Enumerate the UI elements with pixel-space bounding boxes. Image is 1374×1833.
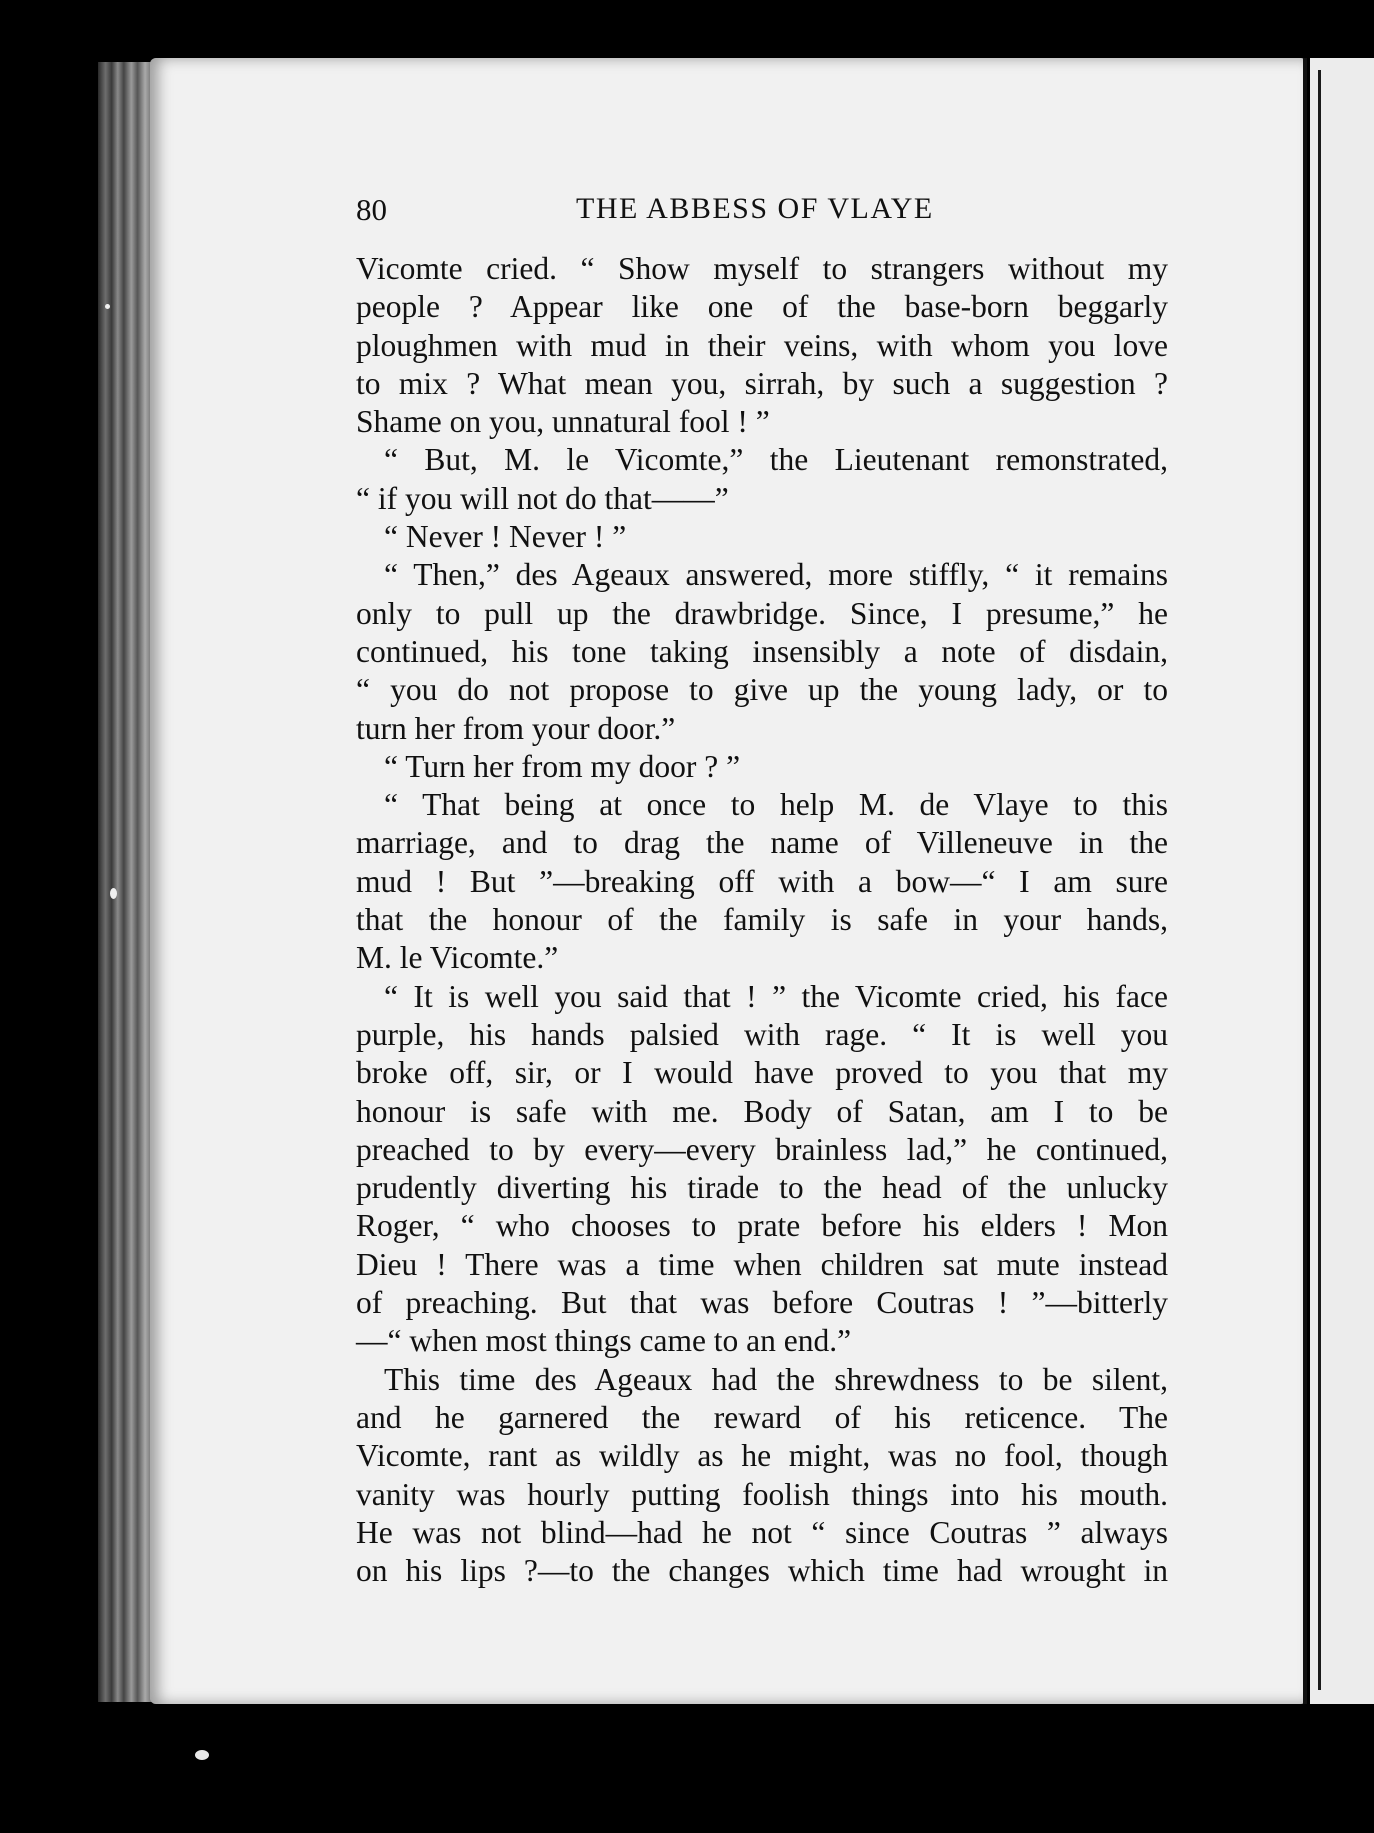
- text-line: marriage, and to drag the name of Villeneuve in the: [356, 825, 1168, 861]
- text-line: “ It is well you said that ! ” the Vicomte cried, his face: [384, 978, 1168, 1014]
- page-header: [356, 192, 940, 232]
- speck-mark: [195, 1750, 209, 1760]
- text-line: people ? Appear like one of the base-born beggarly: [356, 289, 1168, 325]
- text-line: “ That being at once to help M. de Vlaye to this: [384, 787, 1168, 823]
- text-line: prudently diverting his tirade to the head of the unlucky: [356, 1170, 1168, 1206]
- text-line: Vicomte cried. “ Show myself to strangers without my: [356, 251, 1168, 286]
- text-line: broke off, sir, or I would have proved to you that my: [356, 1055, 1168, 1091]
- text-line: that the honour of the family is safe in your hands,: [356, 902, 1168, 938]
- text-line: preached to by every—every brainless lad,” he continued,: [356, 1131, 1168, 1167]
- text-line: to mix ? What mean you, sirrah, by such a suggestion ?: [356, 365, 1168, 401]
- text-line: Dieu ! There was a time when children sat mute instead: [356, 1246, 1168, 1282]
- text-line: vanity was hourly putting foolish things into his mouth.: [356, 1476, 1168, 1512]
- text-line: on his lips ?—to the changes which time had wrought in: [356, 1553, 1168, 1589]
- text-line: honour is safe with me. Body of Satan, am I to be: [356, 1093, 1168, 1129]
- text-line: only to pull up the drawbridge. Since, I presume,” he: [356, 595, 1168, 631]
- speck-mark: [110, 888, 117, 899]
- text-line: and he garnered the reward of his reticence. The: [356, 1399, 1168, 1435]
- page-gutter-rule: [1303, 58, 1307, 1704]
- text-line: Vicomte, rant as wildly as he might, was no fool, though: [356, 1438, 1168, 1474]
- text-line: of preaching. But that was before Coutras ! ”—bitterly: [356, 1285, 1168, 1321]
- text-line: purple, his hands palsied with rage. “ It is well you: [356, 1016, 1168, 1052]
- text-line: M. le Vicomte.”: [356, 940, 559, 976]
- text-line: —“ when most things came to an end.”: [356, 1323, 852, 1359]
- running-title: THE ABBESS OF VLAYE: [576, 192, 934, 225]
- text-line: ploughmen with mud in their veins, with whom you love: [356, 327, 1168, 363]
- page-number: 80: [356, 192, 387, 227]
- text-line: “ Then,” des Ageaux answered, more stiffly, “ it remains: [384, 557, 1168, 593]
- text-line: Roger, “ who chooses to prate before his elders ! Mon: [356, 1208, 1168, 1244]
- text-line: “ But, M. le Vicomte,” the Lieutenant remonstrated,: [384, 442, 1168, 478]
- facing-page-rule: [1318, 70, 1321, 1690]
- text-line: mud ! But ”—breaking off with a bow—“ I am sure: [356, 863, 1168, 899]
- text-line: This time des Ageaux had the shrewdness to be silent,: [384, 1361, 1168, 1397]
- speck-mark: [105, 304, 110, 309]
- text-line: “ Turn her from my door ? ”: [384, 748, 741, 784]
- text-line: “ Never ! Never ! ”: [384, 519, 627, 555]
- text-line: turn her from your door.”: [356, 710, 676, 746]
- body-text: [356, 250, 1168, 1590]
- text-line: He was not blind—had he not “ since Coutras ” always: [356, 1514, 1168, 1550]
- text-line: “ if you will not do that——”: [356, 480, 729, 516]
- text-line: Shame on you, unnatural fool ! ”: [356, 404, 770, 440]
- text-line: “ you do not propose to give up the young lady, or to: [356, 672, 1168, 708]
- text-line: continued, his tone taking insensibly a note of disdain,: [356, 633, 1168, 669]
